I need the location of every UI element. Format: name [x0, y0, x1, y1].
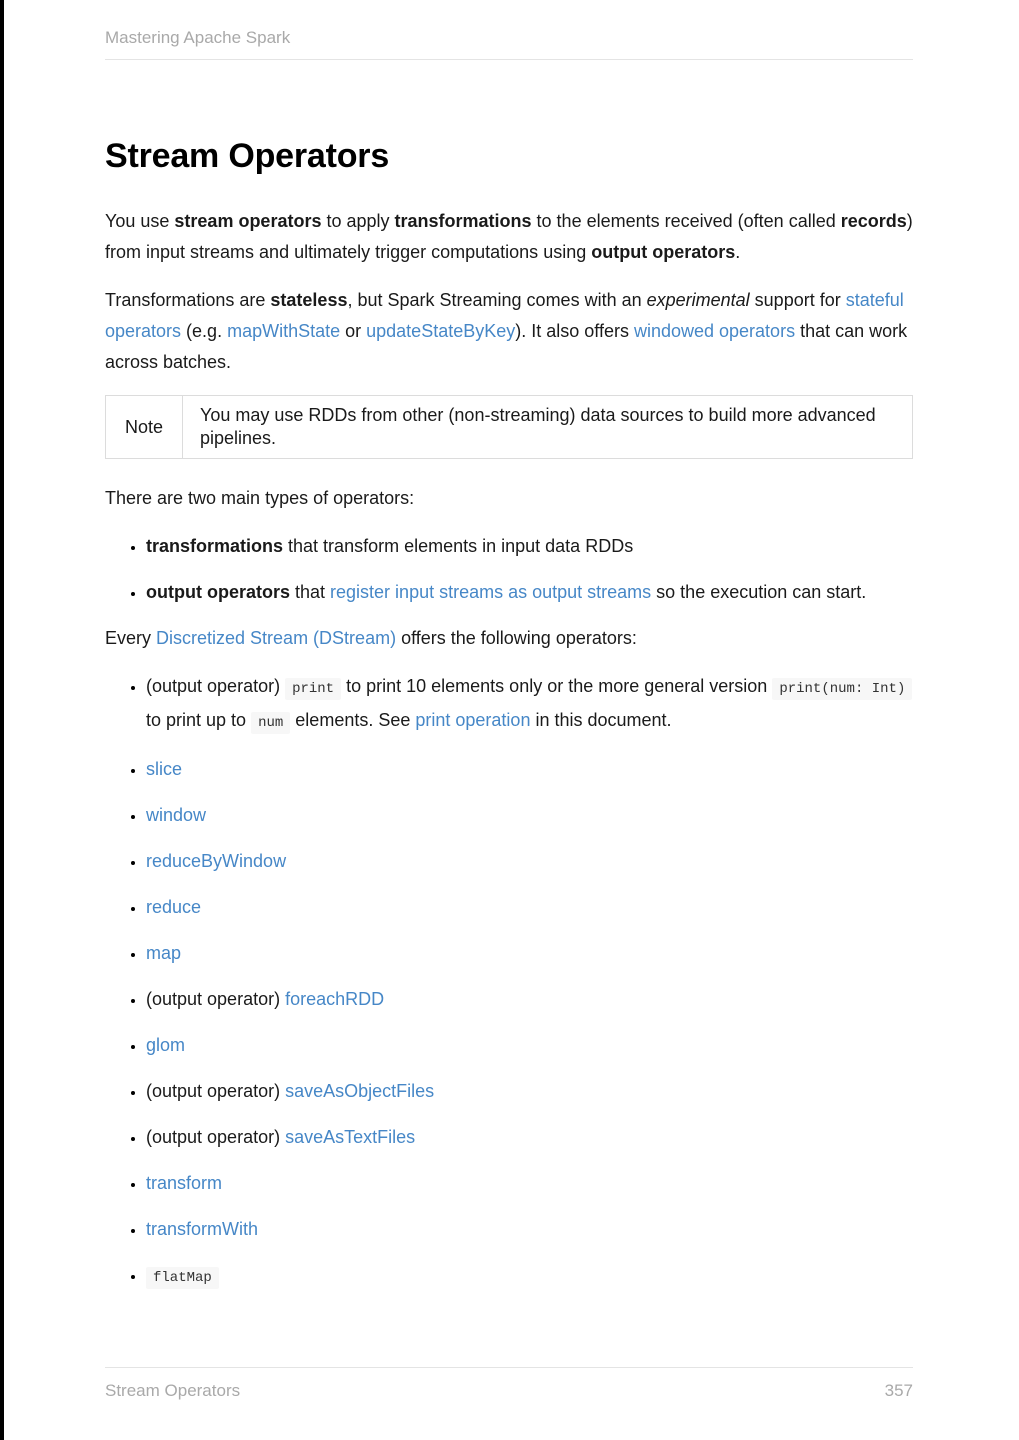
list-item	[146, 1076, 913, 1107]
operator-types-list	[105, 531, 913, 608]
link-reduce[interactable]: reduce	[146, 897, 202, 917]
link-saveastextfiles[interactable]: saveAsTextFiles	[285, 1127, 416, 1147]
paragraph-every-dstream	[105, 623, 913, 654]
text-run: .	[735, 242, 741, 262]
text-run: that transform elements in input data RDDs	[283, 536, 634, 556]
paragraph-two-types: There are two main types of operators:	[105, 488, 415, 508]
document-header	[105, 0, 913, 60]
note-content-cell: You may use RDDs from other (non-streaming) data sources to build more advanced pipelines.	[183, 396, 913, 459]
link-foreachrdd[interactable]: foreachRDD	[285, 989, 385, 1009]
list-item	[146, 846, 913, 877]
note-row	[106, 396, 913, 459]
bold-text: output operators	[591, 242, 736, 262]
text-run: (output operator)	[146, 1127, 286, 1147]
link-print-operation[interactable]: print operation	[415, 710, 531, 730]
text-run: that can work across batches.	[105, 321, 908, 372]
note-table	[105, 395, 913, 459]
text-run: so the execution can start.	[651, 582, 867, 602]
text-run: ). It also offers	[515, 321, 634, 341]
link-windowed-operators[interactable]: windowed operators	[633, 321, 796, 341]
link-map[interactable]: map	[146, 943, 182, 963]
list-item	[146, 1168, 913, 1199]
text-run: to print 10 elements only or the more general version	[341, 676, 773, 696]
text-run: to print up to	[146, 710, 252, 730]
page-title: Stream Operators	[105, 137, 390, 175]
link-stateful-operators[interactable]: stateful operators	[105, 290, 904, 341]
list-item	[146, 1030, 913, 1061]
paragraph-intro	[105, 206, 913, 268]
text-run: or	[340, 321, 367, 341]
text-run: , but Spark Streaming comes with an	[347, 290, 647, 310]
list-item	[146, 671, 913, 739]
text-run: (output operator)	[146, 676, 286, 696]
list-item	[146, 984, 913, 1015]
list-item	[146, 892, 913, 923]
code-span: print(num: Int)	[772, 678, 912, 700]
document-footer	[105, 1367, 913, 1401]
footer-page-number: 357	[884, 1381, 913, 1400]
text-run: offers the following operators:	[396, 628, 637, 648]
note-label-cell: Note	[106, 396, 183, 459]
paragraph-transformations	[105, 285, 913, 378]
footer-section-title: Stream Operators	[105, 1381, 241, 1400]
list-item	[146, 1122, 913, 1153]
book-title: Mastering Apache Spark	[105, 28, 291, 47]
list-item	[146, 1260, 913, 1294]
text-run: that	[290, 582, 331, 602]
link-saveasobjectfiles[interactable]: saveAsObjectFiles	[285, 1081, 435, 1101]
list-item	[146, 577, 913, 608]
text-run: elements. See	[290, 710, 416, 730]
text-run: ) from input streams and ultimately trigger computations using	[105, 211, 913, 262]
text-run: (output operator)	[146, 1081, 286, 1101]
bold-text: records	[840, 211, 907, 231]
bold-text: transformations	[394, 211, 532, 231]
text-run: (output operator)	[146, 989, 286, 1009]
link-mapwithstate[interactable]: mapWithState	[227, 321, 341, 341]
text-run: to apply	[321, 211, 395, 231]
list-item	[146, 531, 913, 562]
link-transformwith[interactable]: transformWith	[146, 1219, 259, 1239]
link-updatestatebykey[interactable]: updateStateByKey	[366, 321, 516, 341]
list-item	[146, 938, 913, 969]
operators-list	[105, 671, 913, 1294]
link-glom[interactable]: glom	[146, 1035, 186, 1055]
link-discretized-stream[interactable]: Discretized Stream (DStream)	[156, 628, 397, 648]
code-span: num	[251, 712, 290, 734]
bold-text: transformations	[146, 536, 284, 556]
text-run: to the elements received (often called	[531, 211, 841, 231]
code-span: print	[285, 678, 341, 700]
link-transform[interactable]: transform	[146, 1173, 223, 1193]
text-run: Transformations are	[105, 290, 271, 310]
bold-text: stream operators	[174, 211, 322, 231]
text-run: in this document.	[530, 710, 672, 730]
list-item	[146, 1214, 913, 1245]
bold-text: output operators	[146, 582, 290, 602]
link-register-input-streams[interactable]: register input streams as output streams	[330, 582, 652, 602]
text-run: support for	[749, 290, 846, 310]
link-reducebywindow[interactable]: reduceByWindow	[146, 851, 287, 871]
link-window[interactable]: window	[146, 805, 207, 825]
italic-text: experimental	[646, 290, 750, 310]
list-item	[146, 754, 913, 785]
text-run: You use	[105, 211, 175, 231]
code-span: flatMap	[146, 1267, 219, 1289]
text-run: Every	[105, 628, 157, 648]
link-slice[interactable]: slice	[146, 759, 183, 779]
list-item	[146, 800, 913, 831]
bold-text: stateless	[270, 290, 348, 310]
text-run: (e.g.	[181, 321, 228, 341]
